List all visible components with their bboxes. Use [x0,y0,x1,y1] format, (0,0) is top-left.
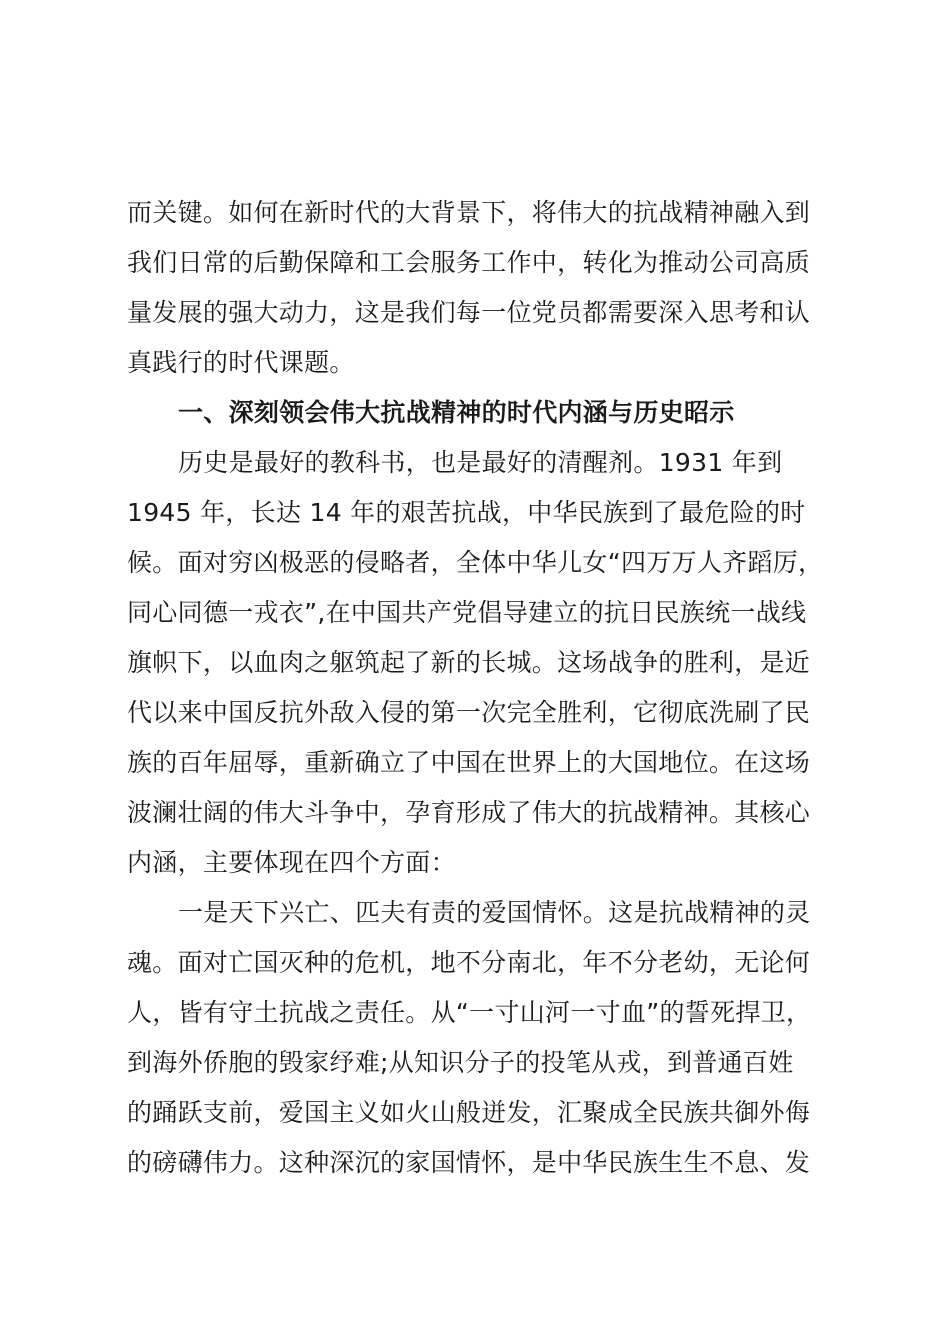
paragraph-line: 的踊跃支前，爱国主义如火山般迸发，汇聚成全民族共御外侮 [127,1098,811,1127]
document-body [127,188,847,1188]
paragraph-line: 候。面对穷凶极恶的侵略者，全体中华儿女“四万万人齐蹈厉， [127,548,824,577]
paragraph-line: 魂。面对亡国灭种的危机，地不分南北，年不分老幼，无论何 [127,948,811,977]
paragraph-line: 波澜壮阔的伟大斗争中，孕育形成了伟大的抗战精神。其核心 [127,798,811,827]
paragraph-line: 族的百年屈辱，重新确立了中国在世界上的大国地位。在这场 [127,748,811,777]
paragraph-line: 1945 年，长达 14 年的艰苦抗战，中华民族到了最危险的时 [127,498,806,527]
paragraph-line: 历史是最好的教科书，也是最好的清醒剂。1931 年到 [178,448,783,477]
paragraph-line: 代以来中国反抗外敌入侵的第一次完全胜利，它彻底洗刷了民 [127,698,811,727]
paragraph-line: 一是天下兴亡、匹夫有责的爱国情怀。这是抗战精神的灵 [178,898,811,927]
paragraph-line: 内涵，主要体现在四个方面： [127,848,456,877]
paragraph-line: 我们日常的后勤保障和工会服务工作中，转化为推动公司高质 [127,248,811,277]
paragraph-line: 同心同德一戎衣”,在中国共产党倡导建立的抗日民族统一战线 [127,598,807,627]
paragraph-line: 而关键。如何在新时代的大背景下，将伟大的抗战精神融入到 [127,198,811,227]
paragraph-line: 量发展的强大动力，这是我们每一位党员都需要深入思考和认 [127,298,811,327]
paragraph-line: 人，皆有守土抗战之责任。从“一寸山河一寸血”的誓死捍卫， [127,998,812,1027]
paragraph-line: 到海外侨胞的毁家纾难;从知识分子的投笔从戎，到普通百姓 [127,1048,794,1077]
section-heading: 一、深刻领会伟大抗战精神的时代内涵与历史昭示 [178,398,735,427]
paragraph-line: 的磅礴伟力。这种深沉的家国情怀，是中华民族生生不息、发 [127,1148,811,1177]
paragraph-line: 旗帜下，以血肉之躯筑起了新的长城。这场战争的胜利，是近 [127,648,811,677]
paragraph-line: 真践行的时代课题。 [127,348,355,377]
